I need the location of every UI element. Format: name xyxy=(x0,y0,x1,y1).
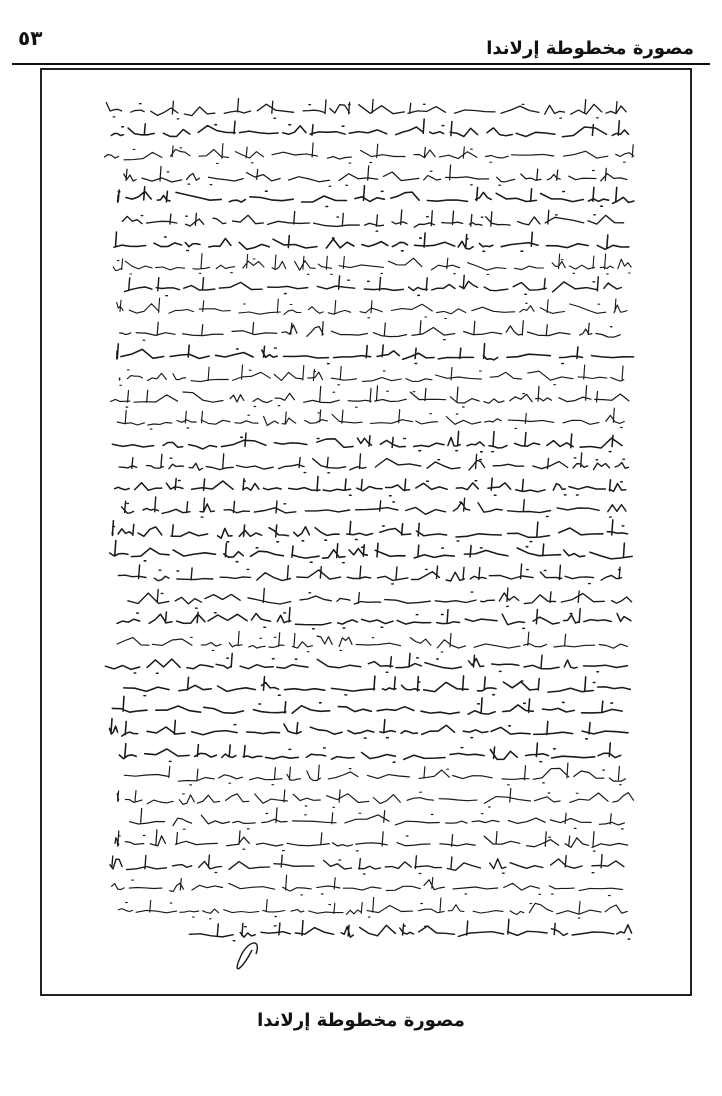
manuscript-line xyxy=(117,608,631,629)
closing-flourish xyxy=(237,943,257,969)
manuscript-line xyxy=(109,719,628,739)
manuscript-line xyxy=(112,431,622,451)
manuscript-line xyxy=(122,497,627,517)
manuscript-line xyxy=(122,210,623,231)
manuscript-line xyxy=(124,165,627,186)
manuscript-line xyxy=(111,386,629,408)
manuscript-line xyxy=(113,254,631,275)
manuscript-line xyxy=(130,808,625,829)
manuscript-line xyxy=(119,743,620,762)
manuscript-line xyxy=(110,855,624,875)
manuscript-line xyxy=(115,830,628,851)
manuscript-line xyxy=(115,476,626,495)
manuscript-line xyxy=(110,541,632,563)
manuscript-line xyxy=(104,143,634,164)
manuscript-line xyxy=(117,788,633,807)
manuscript-line xyxy=(124,676,631,696)
manuscript-line xyxy=(114,232,629,251)
manuscript-line xyxy=(105,653,627,673)
manuscript-line xyxy=(112,520,627,542)
manuscript-line xyxy=(119,365,624,385)
manuscript-line xyxy=(106,99,626,119)
manuscript-line xyxy=(112,696,622,714)
handwritten-manuscript-image xyxy=(42,70,692,996)
manuscript-line xyxy=(117,408,624,429)
manuscript-line xyxy=(118,897,627,918)
manuscript-line xyxy=(120,321,621,341)
manuscript-frame xyxy=(40,68,692,996)
manuscript-line xyxy=(119,453,628,473)
manuscript-line xyxy=(111,119,628,137)
manuscript-line xyxy=(118,186,634,207)
manuscript-line xyxy=(118,564,621,584)
manuscript-line xyxy=(128,588,632,608)
manuscript-line xyxy=(117,631,627,652)
manuscript-line xyxy=(117,298,627,318)
manuscript-line xyxy=(117,344,634,364)
manuscript-line xyxy=(124,763,625,785)
manuscript-line xyxy=(125,275,622,295)
page-caption: مصورة مخطوطة إرلاندا xyxy=(257,1010,465,1031)
manuscript-line xyxy=(112,875,623,895)
header-rule xyxy=(12,63,710,65)
manuscript-line xyxy=(189,919,631,940)
running-header-title: مصورة مخطوطة إرلاندا xyxy=(486,38,694,59)
page-number: ٥٣ xyxy=(18,26,43,50)
